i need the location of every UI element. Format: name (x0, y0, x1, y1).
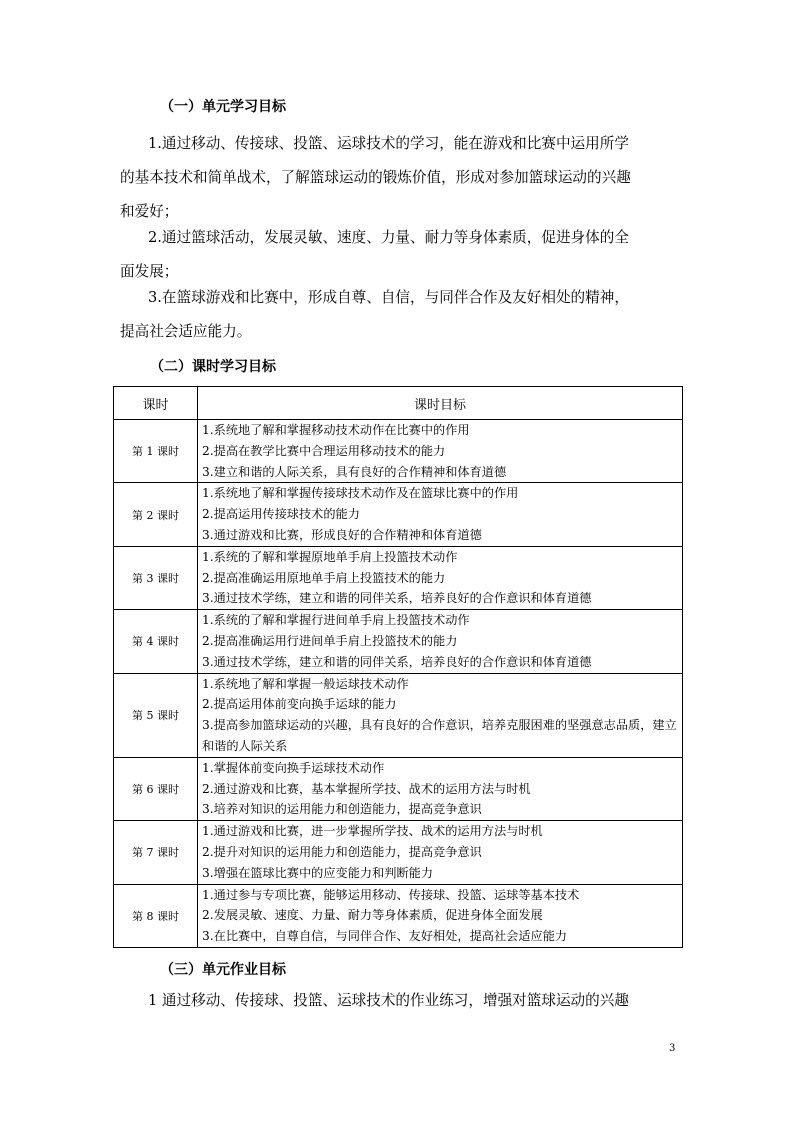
goals-cell (198, 420, 683, 483)
section3-heading: （三）单元作业目标 (160, 962, 286, 978)
lesson-cell: 第 2 课时 (114, 483, 198, 546)
goal-item: 3.提高参加篮球运动的兴趣，具有良好的合作意识，培养克服困难的坚强意志品质，建立和谐的人际关系 (202, 718, 677, 753)
goal-item: 2.提高运用体前变向换手运球的能力 (202, 697, 397, 712)
goal-item: 2.提高准确运用原地单手肩上投篮技术的能力 (202, 570, 446, 585)
section3-first-line: 1 通过移动、传接球、投篮、运球技术的作业练习，增强对篮球运动的兴趣 (148, 992, 629, 1009)
paragraph-line: 和爱好； (120, 203, 179, 220)
goal-item: 2.提升对知识的运用能力和创造能力，提高竞争意识 (202, 844, 482, 859)
goal-item: 3.培养对知识的运用能力和创造能力，提高竞争意识 (202, 802, 482, 817)
table-row (114, 610, 683, 673)
goal-item: 1.系统地了解和掌握移动技术动作在比赛中的作用 (202, 423, 470, 437)
lesson-cell: 第 7 课时 (114, 821, 198, 884)
goal-item: 1.通过游戏和比赛，进一步掌握所学技、战术的运用方法与时机 (202, 824, 543, 839)
lesson-goals-table (113, 386, 683, 948)
goals-cell (198, 884, 683, 947)
header-goals: 课时目标 (198, 387, 683, 420)
goal-item: 3.通过技术学练，建立和谐的同伴关系，培养良好的合作意识和体育道德 (202, 654, 592, 669)
header-lesson: 课时 (114, 387, 198, 420)
goal-item: 1.系统的了解和掌握行进间单手肩上投篮技术动作 (202, 613, 470, 628)
goals-cell (198, 757, 683, 820)
goal-item: 2.提高在教学比赛中合理运用移动技术的能力 (202, 443, 446, 458)
goal-item: 1.掌握体前变向换手运球技术动作 (202, 760, 385, 775)
paragraph-line: 面发展； (120, 263, 179, 280)
table-row (114, 884, 683, 947)
table-row (114, 821, 683, 884)
goal-item: 1.系统地了解和掌握传接球技术动作及在篮球比赛中的作用 (202, 486, 519, 501)
lesson-cell: 第 8 课时 (114, 884, 198, 947)
goals-cell (198, 483, 683, 546)
paragraph-line: 3.在篮球游戏和比赛中，形成自尊、自信，与同伴合作及友好相处的精神， (148, 289, 629, 306)
goal-item: 1.系统地了解和掌握一般运球技术动作 (202, 676, 409, 691)
objective-paragraph-2 (120, 221, 629, 289)
goal-item: 3.增强在篮球比赛中的应变能力和判断能力 (202, 865, 434, 880)
goal-item: 3.在比赛中，自尊自信，与同伴合作、友好相处，提高社会适应能力 (202, 929, 568, 944)
goals-cell (198, 673, 683, 757)
goal-item: 3.通过游戏和比赛，形成良好的合作精神和体育道德 (202, 527, 482, 542)
lesson-cell: 第 5 课时 (114, 673, 198, 757)
paragraph-line: 2.通过篮球活动，发展灵敏、速度、力量、耐力等身体素质，促进身体的全 (148, 229, 629, 246)
goal-item: 2.通过游戏和比赛，基本掌握所学技、战术的运用方法与时机 (202, 781, 531, 796)
table-header-row (114, 387, 683, 420)
goals-cell (198, 546, 683, 609)
goal-item: 3.通过技术学练，建立和谐的同伴关系，培养良好的合作意识和体育道德 (202, 591, 592, 606)
table-row (114, 673, 683, 757)
table-row (114, 546, 683, 609)
table-row (114, 483, 683, 546)
goal-item: 2.发展灵敏、速度、力量、耐力等身体素质，促进身体全面发展 (202, 908, 543, 923)
goal-item: 2.提高运用传接球技术的能力 (202, 507, 360, 522)
paragraph-line: 提高社会适应能力。 (120, 323, 252, 340)
goals-cell (198, 821, 683, 884)
paragraph-line: 的基本技术和简单战术，了解篮球运动的锻炼价值，形成对参加篮球运动的兴趣 (120, 169, 631, 186)
goal-item: 1.通过参与专项比赛，能够运用移动、传接球、投篮、运球等基本技术 (202, 887, 580, 902)
goal-item: 3.建立和谐的人际关系，具有良好的合作精神和体育道德 (202, 464, 507, 479)
objective-paragraph-3 (120, 281, 629, 349)
page-number: 3 (669, 1043, 676, 1054)
goals-cell (198, 610, 683, 673)
lesson-cell: 第 6 课时 (114, 757, 198, 820)
table-row (114, 420, 683, 483)
lesson-cell: 第 1 课时 (114, 420, 198, 483)
table-row (114, 757, 683, 820)
section2-heading: （二）课时学习目标 (150, 359, 276, 375)
section1-heading: （一）单元学习目标 (160, 99, 286, 115)
lesson-cell: 第 4 课时 (114, 610, 198, 673)
goal-item: 1.系统的了解和掌握原地单手肩上投篮技术动作 (202, 549, 458, 564)
objective-paragraph-1 (120, 127, 631, 229)
paragraph-line: 1.通过移动、传接球、投篮、运球技术的学习，能在游戏和比赛中运用所学 (148, 135, 629, 152)
goal-item: 2.提高准确运用行进间单手肩上投篮技术的能力 (202, 633, 458, 648)
lesson-cell: 第 3 课时 (114, 546, 198, 609)
